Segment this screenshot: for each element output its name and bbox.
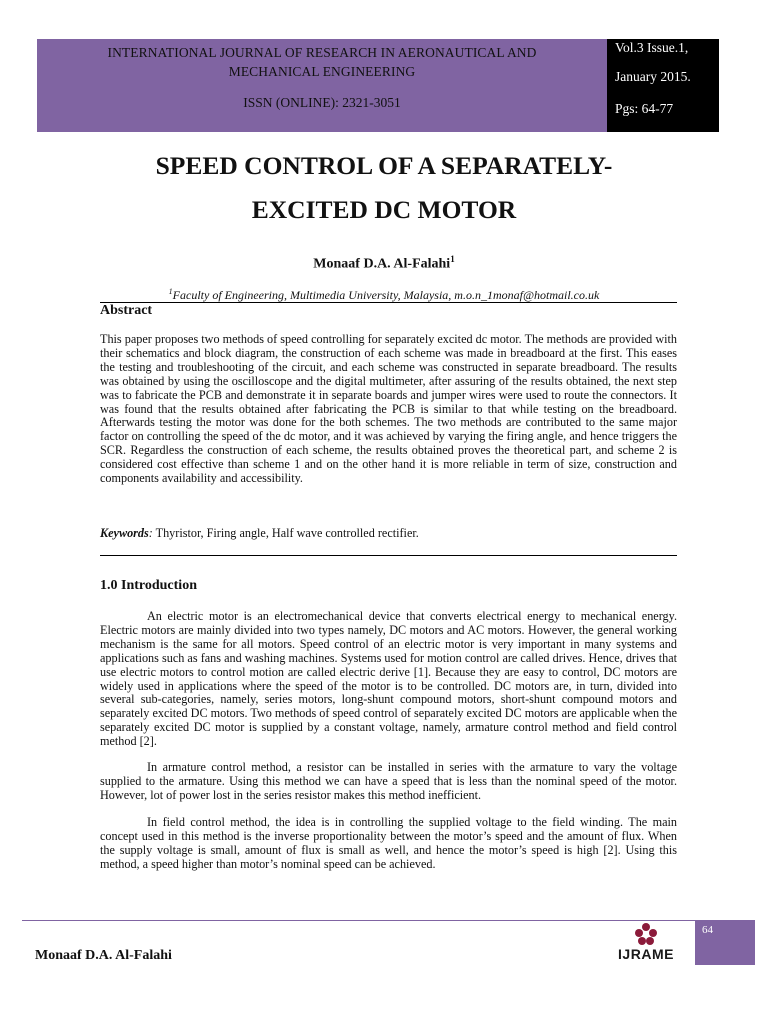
paper-title-line-1: SPEED CONTROL OF A SEPARATELY- [155, 151, 613, 180]
journal-name: INTERNATIONAL JOURNAL OF RESEARCH IN AERONAUTICAL AND MECHANICAL ENGINEERING [107, 45, 537, 79]
intro-paragraph-1: An electric motor is an electromechanical device that converts electrical energy to mechanical energy. Electric motors are mainly divided into two types namely, DC motors and AC motors. However, the general working mechanism is the same for all motors. Speed control of an electric motor is very important in many systems and applications such as fans and washing machines. Systems used for motion control are called drives. Hence, drives that use electric motors to control motion are called electric derive [1]. Because they are easy to control, DC motors are widely used in applications where the speed of the motor is to be controlled. DC motors are, in turn, divided into several sub-categories, namely, series motors, long-shunt compound motors, short-shunt compound motors and separately excited DC motors. Two methods of speed control of separately excited DC motors are applicable when the separately excited DC motor is supplied by a constant voltage, namely, armature control method and field control method [2]. [100, 609, 677, 749]
keywords-line: Keywords: Thyristor, Firing angle, Half wave controlled rectifier. [100, 526, 419, 540]
issn-text: ISSN (ONLINE): 2321-3051 [243, 95, 401, 110]
flower-logo-icon [634, 922, 658, 946]
abstract-text: This paper proposes two methods of speed controlling for separately excited dc motor. The methods are provided with their schematics and block diagram, the construction of each scheme was made in breadboard at the first. This eases the testing and troubleshooting of the circuit, and each scheme was constructed in separate breadboard. The results was obtained by using the oscilloscope and the digital multimeter, after assuring of the results obtained, the next step was to fabricate the PCB and demonstrate it in separate boards and jumper wires were used to route the connectors. It was found that the results obtained after fabricating the PCB is similar to that while testing on the breadboard. Afterwards testing the motor was done for the both schemes. The two methods are contributed to the same major factor on controlling the speed of the dc motor, and it was achieved by varying the firing angle, and hence triggers the SCR. Regardless the construction of each scheme, the results obtained proves the theoretical part, and scheme 2 is considered cost effective than scheme 1 and on the other hand it is more reliable in term of size, construction and components availability and accessibility. [100, 332, 677, 486]
paper-author [0, 254, 768, 273]
author-superscript: 1 [450, 254, 455, 264]
paper-title-line-2: EXCITED DC MOTOR [251, 195, 517, 224]
page-number-box [695, 920, 755, 965]
intro-paragraph-3: In field control method, the idea is in controlling the supplied voltage to the field winding. The main concept used in this method is the inverse proportionality between the motor’s speed and the amount of flux. When the supply voltage is small, amount of flux is small as well, and hence the motor’s speed is high [2]. Using this method, a speed higher than motor’s nominal speed can be achieved. [100, 815, 677, 871]
abstract-top-rule [100, 302, 677, 303]
journal-header-band [37, 39, 607, 132]
footer-rule [22, 920, 695, 921]
intro-paragraph-2: In armature control method, a resistor can be installed in series with the armature to vary the voltage supplied to the armature. Using this method we can have a speed that is less than the nominal speed of the motor. However, lot of power lost in the series resistor makes this method inefficient. [100, 760, 677, 802]
keywords-label: Keywords [100, 526, 149, 540]
affiliation-text: Faculty of Engineering, Multimedia University, Malaysia, m.o.n_1monaf@hotmail.co.uk [172, 288, 600, 302]
abstract-heading: Abstract [100, 303, 153, 318]
footer-author: Monaaf D.A. Al-Falahi [35, 948, 172, 963]
page-number: 64 [702, 924, 713, 936]
volume-issue: Vol.3 Issue.1, [615, 40, 689, 55]
journal-logo [612, 922, 680, 964]
author-name: Monaaf D.A. Al-Falahi [313, 256, 451, 272]
introduction-heading: 1.0 Introduction [100, 578, 197, 593]
issue-date: January 2015. [615, 69, 691, 84]
page-range: Pgs: 64-77 [615, 101, 674, 116]
author-affiliation [0, 287, 768, 303]
abstract-bottom-rule [100, 555, 677, 556]
logo-text: IJRAME [618, 946, 674, 962]
affiliation-superscript: 1 [168, 287, 173, 296]
keywords-text: Thyristor, Firing angle, Half wave controlled rectifier. [155, 526, 419, 540]
issue-info-box [607, 39, 719, 132]
